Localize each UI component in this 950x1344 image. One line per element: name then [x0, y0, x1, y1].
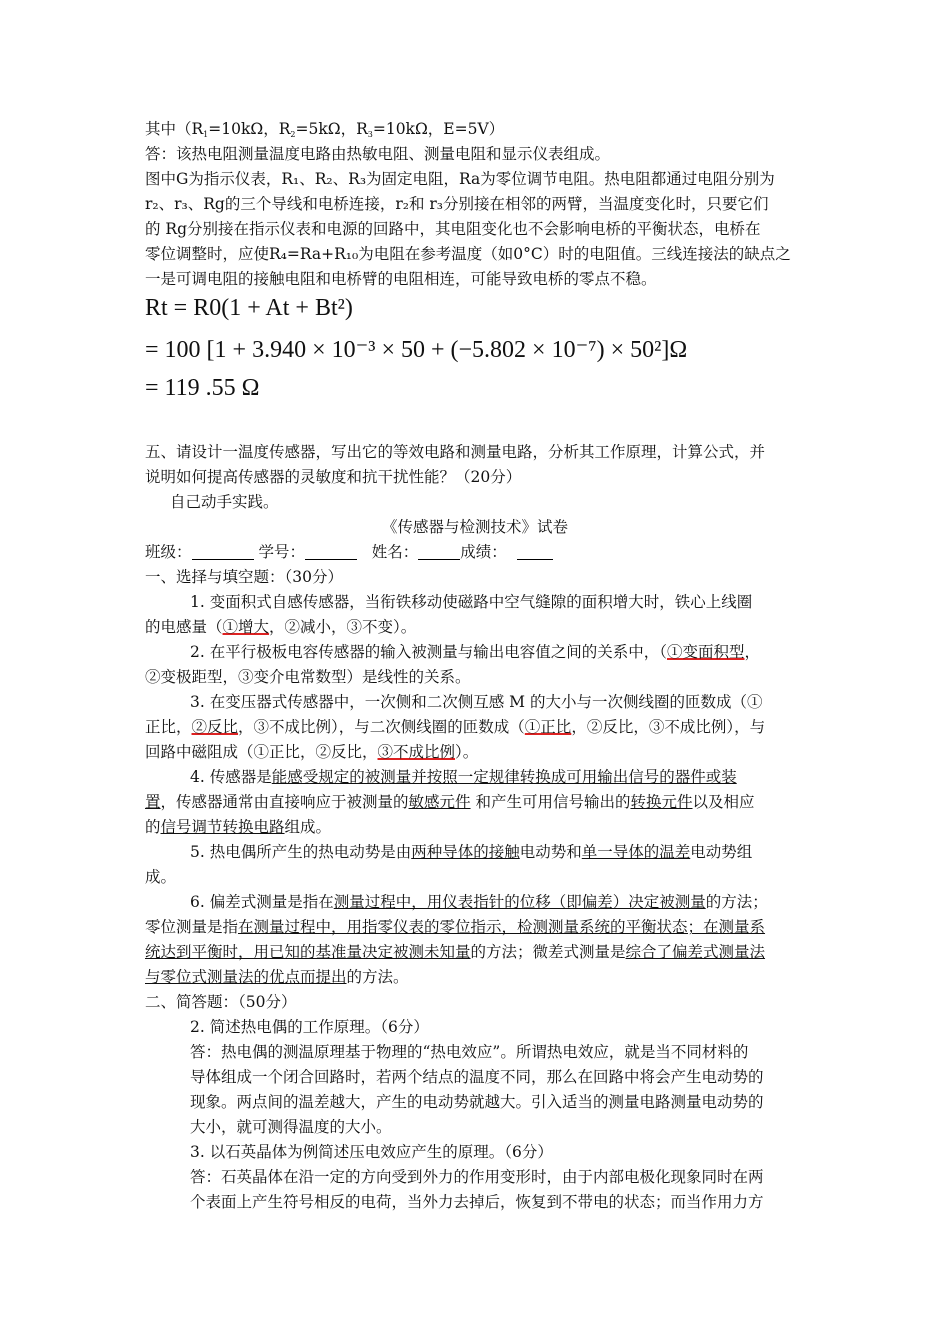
s2-q2-answer-line: 答：热电偶的测温原理基于物理的“热电效应”。所谓热电效应，就是当不同材料的	[190, 1043, 749, 1061]
q5-line: 5. 热电偶所产生的热电动势是由两种导体的接触电动势和单一导体的温差电动势组	[190, 843, 753, 861]
question-five-text: 说明如何提高传感器的灵敏度和抗干扰性能？（20分）	[145, 468, 522, 486]
s2-q3-answer-line: 答：石英晶体在沿一定的方向受到外力的作用变形时，由于内部电极化现象同时在两	[190, 1168, 764, 1186]
section-two-heading: 二、简答题：（50分）	[145, 993, 297, 1011]
name-blank	[418, 543, 460, 560]
q3-answer-3: ③不成比例	[377, 743, 456, 761]
q4-answer-circuit: 信号调节转换电路	[160, 818, 285, 836]
score-label: 成绩：	[460, 543, 507, 561]
q2-answer: ①变面积型	[666, 643, 745, 661]
q6-line: 统达到平衡时，用已知的基准量决定被测未知量的方法；微差式测量是综合了偏差式测量法	[145, 943, 766, 961]
q6-line: 6. 偏差式测量是指在测量过程中，用仪表指针的位移（即偏差）决定被测量的方法；	[190, 893, 768, 911]
answer-intro: 答：该热电阻测量温度电路由热敏电阻、测量电阻和显示仪表组成。	[145, 145, 611, 163]
q1-line: 1. 变面积式自感传感器，当衔铁移动使磁路中空气缝隙的面积增大时，铁心上线圈	[190, 593, 753, 611]
q5-answer-1: 两种导体的接触	[411, 843, 520, 861]
name-label: 姓名：	[371, 543, 419, 561]
section-one-heading: 一、选择与填空题：（30分）	[145, 568, 343, 586]
question-five-answer: 自己动手实践。	[170, 493, 279, 511]
q3-line: 回路中磁阻成（①正比，②反比，③不成比例）。	[145, 743, 479, 761]
q6-answer-3: 综合了偏差式测量法	[625, 943, 766, 961]
q2-line: 2. 在平行极板电容传感器的输入被测量与输出电容值之间的关系中，（①变面积型，	[190, 643, 760, 661]
q5-answer-2: 单一导体的温差	[581, 843, 691, 861]
q4-line: 置，传感器通常由直接响应于被测量的敏感元件 和产生可用信号输出的转换元件以及相应	[145, 793, 755, 811]
q4-line: 的信号调节转换电路组成。	[145, 818, 332, 836]
s2-q2-answer-line: 导体组成一个闭合回路时，若两个结点的温度不同，那么在回路中将会产生电动势的	[190, 1068, 764, 1086]
score-blank	[517, 543, 553, 560]
answer-paragraph-line: 零位调整时，应使R₄=Ra+R₁₀为电阻在参考温度（如0°C）时的电阻值。三线连接法的缺点之	[145, 245, 791, 263]
q6-answer-1: 测量过程中，用仪表指针的位移（即偏差）决定被测量	[333, 893, 706, 911]
question-five-text: 五、请设计一温度传感器，写出它的等效电路和测量电路，分析其工作原理，计算公式，并	[145, 443, 766, 461]
q1-answer: ①增大	[222, 618, 270, 636]
s2-q2-answer-line: 大小，就可测得温度的大小。	[190, 1118, 392, 1136]
s2-q3-answer-line: 个表面上产生符号相反的电荷，当外力去掉后，恢复到不带电的状态；而当作用力方	[190, 1193, 764, 1211]
student-info-row	[145, 540, 813, 565]
exam-title: 《传感器与检测技术》试卷	[381, 518, 568, 536]
q4-line: 4. 传感器是能感受规定的被测量并按照一定规律转换成可用输出信号的器件或装	[190, 768, 737, 786]
class-blank	[192, 543, 254, 560]
answer-paragraph-line: r₂、r₃、Rg的三个导线和电桥连接，r₂和 r₃分别接在相邻的两臂，当温度变化时，只要它们	[145, 195, 769, 213]
q3-answer-1: ②反比	[191, 718, 239, 736]
q1-line: 的电感量（①增大，②减小，③不变）。	[145, 618, 417, 636]
q4-answer-sensitive: 敏感元件	[408, 793, 471, 811]
q3-line: 3. 在变压器式传感器中，一次侧和二次侧互感 M 的大小与一次侧线圈的匝数成（①	[190, 693, 763, 711]
formula-line-3: = 119 .55 Ω	[145, 375, 260, 401]
formula-line-2: = 100 [1 + 3.940 × 10⁻³ × 50 + (−5.802 × 10⁻⁷) × 50²]Ω	[145, 337, 688, 363]
s2-q2-title: 2. 简述热电偶的工作原理。（6分）	[190, 1018, 429, 1036]
student-id-label: 学号：	[258, 543, 305, 561]
q4-answer-transducer: 转换元件	[630, 793, 693, 811]
q6-line: 零位测量是指在测量过程中，用指零仪表的零位指示，检测测量系统的平衡状态；在测量系	[145, 918, 766, 936]
s2-q3-title: 3. 以石英晶体为例简述压电效应产生的原理。（6分）	[190, 1143, 553, 1161]
answer-paragraph-line: 一是可调电阻的接触电阻和电桥臂的电阻相连，可能导致电桥的零点不稳。	[145, 270, 657, 288]
answer-paragraph-line: 图中G为指示仪表，R₁、R₂、R₃为固定电阻，Ra为零位调节电阻。热电阻都通过电阻分别为	[145, 170, 775, 188]
resistor-values-line: 其中（$R_1=10k\Omega$，$R_2=5k\Omega$，$R_3=10k\Omega$，E=5V）	[145, 120, 505, 139]
class-label: 班级：	[145, 543, 192, 561]
q2-line: ②变极距型，③变介电常数型）是线性的关系。	[145, 668, 471, 686]
q3-answer-2: ①正比	[524, 718, 572, 736]
q4-answer: 能感受规定的被测量并按照一定规律转换成可用输出信号的器件或装	[271, 768, 737, 786]
q6-answer-2: 在测量过程中，用指零仪表的零位指示，检测测量系统的平衡状态；在测量系	[238, 918, 766, 936]
formula-line-1: Rt = R0(1 + At + Bt²)	[145, 295, 353, 321]
q3-line: 正比，②反比，③不成比例），与二次侧线圈的匝数成（①正比，②反比，③不成比例），与	[145, 718, 766, 736]
answer-paragraph-line: 的 Rg分别接在指示仪表和电源的回路中，其电阻变化也不会影响电桥的平衡状态，电桥在	[145, 220, 761, 238]
q6-line: 与零位式测量法的优点而提出的方法。	[145, 968, 409, 986]
s2-q2-answer-line: 现象。两点间的温差越大，产生的电动势就越大。引入适当的测量电路测量电动势的	[190, 1093, 764, 1111]
q5-line: 成。	[145, 868, 177, 886]
student-id-blank	[305, 543, 357, 560]
